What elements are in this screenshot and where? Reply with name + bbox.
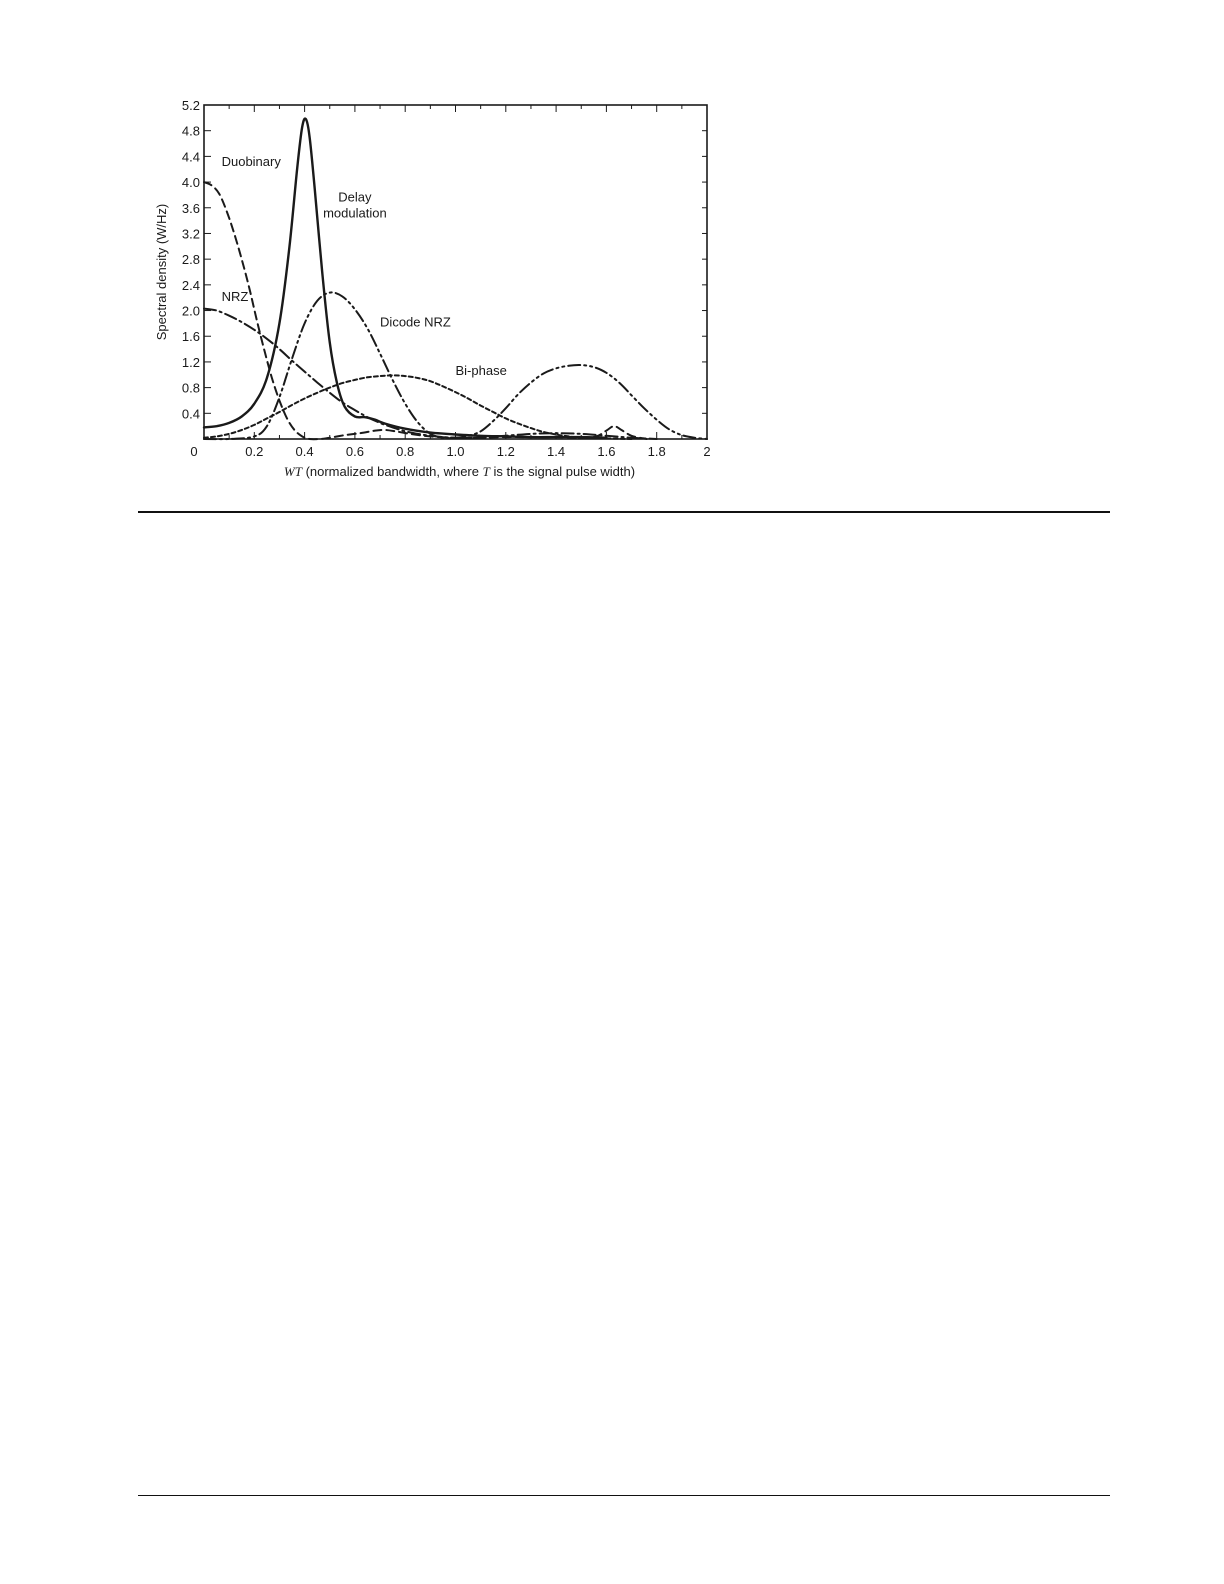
series-label-duobinary: Duobinary bbox=[221, 154, 281, 170]
x-tick-label: 1.2 bbox=[496, 444, 515, 459]
x-axis-label-var2: T bbox=[482, 464, 490, 479]
x-tick-label: 1.4 bbox=[547, 444, 566, 459]
series-label-delay-modulation: Delay modulation bbox=[323, 189, 387, 221]
y-tick-label: 1.2 bbox=[181, 354, 200, 370]
y-tick-label: 2.0 bbox=[181, 303, 200, 319]
y-tick-label: 3.2 bbox=[181, 226, 200, 242]
y-tick-label: 4.4 bbox=[181, 149, 200, 165]
x-axis-label-text: (normalized bandwidth, where bbox=[301, 464, 483, 479]
x-tick-label: 0 bbox=[190, 444, 198, 459]
series-label-nrz: NRZ bbox=[221, 288, 249, 304]
series-line-bi-phase bbox=[204, 375, 632, 439]
y-tick-label: 3.6 bbox=[181, 200, 200, 216]
y-tick-label: 2.4 bbox=[181, 277, 200, 293]
y-tick-label: 0.8 bbox=[181, 380, 200, 396]
x-tick-label: 0.2 bbox=[245, 444, 264, 459]
chart-ticks bbox=[182, 98, 711, 459]
series-label-bi-phase: Bi-phase bbox=[455, 362, 507, 378]
x-tick-label: 1.0 bbox=[446, 444, 465, 459]
y-axis-label: Spectral density (W/Hz) bbox=[154, 203, 169, 341]
spectral-density-chart bbox=[0, 0, 1224, 520]
x-axis-label-text2: is the signal pulse width) bbox=[489, 464, 636, 479]
x-tick-label: 0.8 bbox=[396, 444, 415, 459]
series-line-duobinary bbox=[204, 182, 647, 439]
bottom-rule bbox=[138, 1495, 1110, 1496]
y-tick-label: 1.6 bbox=[181, 329, 200, 345]
x-tick-label: 0.6 bbox=[345, 444, 364, 459]
top-rule bbox=[138, 511, 1110, 513]
x-tick-label: 0.4 bbox=[295, 444, 314, 459]
y-tick-label: 5.2 bbox=[181, 98, 200, 113]
chart-series-labels bbox=[222, 154, 507, 378]
y-tick-label: 2.8 bbox=[181, 252, 200, 268]
y-tick-label: 4.0 bbox=[181, 175, 200, 191]
x-axis-label bbox=[284, 464, 635, 479]
y-tick-label: 4.8 bbox=[181, 123, 200, 139]
y-tick-label: 0.4 bbox=[181, 406, 200, 422]
series-label-dicode-nrz: Dicode NRZ bbox=[380, 314, 451, 330]
x-tick-label: 2 bbox=[703, 444, 711, 459]
x-tick-label: 1.8 bbox=[647, 444, 666, 459]
x-axis-label-var: WT bbox=[283, 464, 302, 479]
x-tick-label: 1.6 bbox=[597, 444, 616, 459]
